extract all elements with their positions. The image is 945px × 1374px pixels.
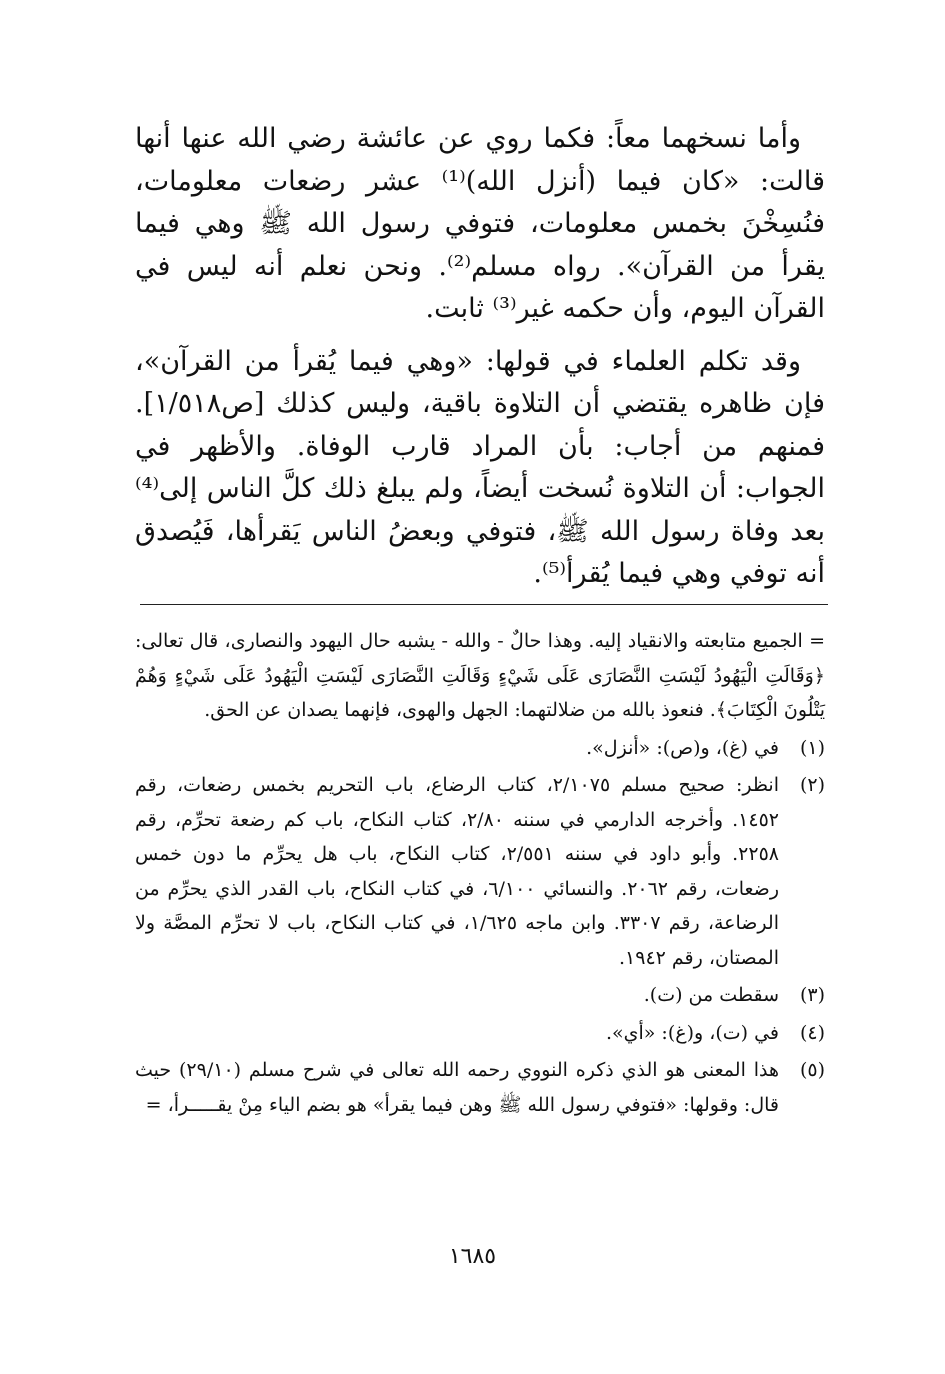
footnote-1 — [135, 731, 825, 766]
page-number: ١٦٨٥ — [448, 1244, 497, 1269]
footnote-5 — [135, 1053, 825, 1122]
footnote-continuation: = الجميع متابعته والانقياد إليه. وهذا حالٌ - والله - يشبه حال اليهود والنصارى، قال تعالى: ﴿وَقَالَتِ الْيَهُودُ لَيْسَتِ النَّصَارَى عَلَى شَيْءٍ وَقَالَتِ النَّصَارَى لَيْسَتِ الْيَهُودُ عَلَى شَيْءٍ وَهُمْ يَتْلُونَ الْكِتَابَ﴾. فنعوذ بالله من ضلالتهما: الجهل والهوى، فإنهما يصدان عن الحق. — [135, 630, 825, 721]
main-paragraph-2: وقد تكلم العلماء في قولها: «وهي فيما يُقرأ من القرآن»، فإن ظاهره يقتضي أن التلاوة باقية، وليس كذلك [ص١/٥١٨]. فمنهم من أجاب: بأن المراد قارب الوفاة. والأظهر في الجواب: أن التلاوة نُسخت أيضاً، ولم يبلغ ذلك كلَّ الناس إلى⁽⁴⁾ بعد وفاة رسول الله ﷺ، فتوفي وبعضُ الناس يَقرأها، فَيُصدق أنه توفي وهي فيما يُقرأ⁽⁵⁾. — [135, 345, 825, 589]
main-paragraph-1: وأما نسخهما معاً: فكما روي عن عائشة رضي الله عنها أنها قالت: «كان فيما (أنزل الله)⁽¹⁾ عشر رضعات معلومات، فنُسِخْنَ بخمس معلومات، فتوفي رسول الله ﷺ وهي فيما يقرأ من القرآن». رواه مسلم⁽²⁾. ونحن نعلم أنه ليس في القرآن اليوم، وأن حكمه غير⁽³⁾ ثابت. — [135, 123, 825, 324]
footnote-text: سقطت من (ت). — [643, 984, 779, 1006]
footnote-text: هذا المعنى هو الذي ذكره النووي رحمه الله تعالى في شرح مسلم (٢٩/١٠) حيث قال: وقولها: «فتوفي رسول الله ﷺ وهن فيما يقرأ» هو بضم الياء مِنْ يقـــــرأ، = — [135, 1059, 779, 1116]
footnote-3 — [135, 978, 825, 1013]
footnote-number: (٥) — [799, 1059, 825, 1081]
footnote-number: (١) — [799, 736, 825, 759]
footnote-text: انظر: صحيح مسلم ٢/١٠٧٥، كتاب الرضاع، باب التحريم بخمس رضعات، رقم ١٤٥٢. وأخرجه الدارمي في سننه ٢/٨٠، كتاب النكاح، باب كم رضعة تحرِّم، رقم ٢٢٥٨. وأبو داود في سننه ٢/٥٥١، كتاب النكاح، باب هل يحرِّم ما دون خمس رضعات، رقم ٢٠٦٢. والنسائي ٦/١٠٠، في كتاب النكاح، باب القدر الذي يحرِّم من الرضاعة، رقم ٣٣٠٧. وابن ماجه ١/٦٢٥، في كتاب النكاح، باب لا تحرِّم المصَّة ولا المصتان، رقم ١٩٤٢. — [135, 774, 779, 969]
footnote-separator — [140, 604, 828, 605]
footnote-text: في (ت)، و(غ): «أي». — [605, 1021, 779, 1044]
footnote-2 — [135, 768, 825, 975]
footnote-number: (٢) — [799, 774, 825, 796]
footnote-number: (٣) — [799, 984, 825, 1006]
footnote-number: (٤) — [799, 1021, 825, 1044]
main-text — [135, 118, 825, 596]
footnotes — [135, 624, 825, 1125]
footnote-text: في (غ)، و(ص): «أنزل». — [586, 736, 779, 759]
footnote-4 — [135, 1016, 825, 1051]
